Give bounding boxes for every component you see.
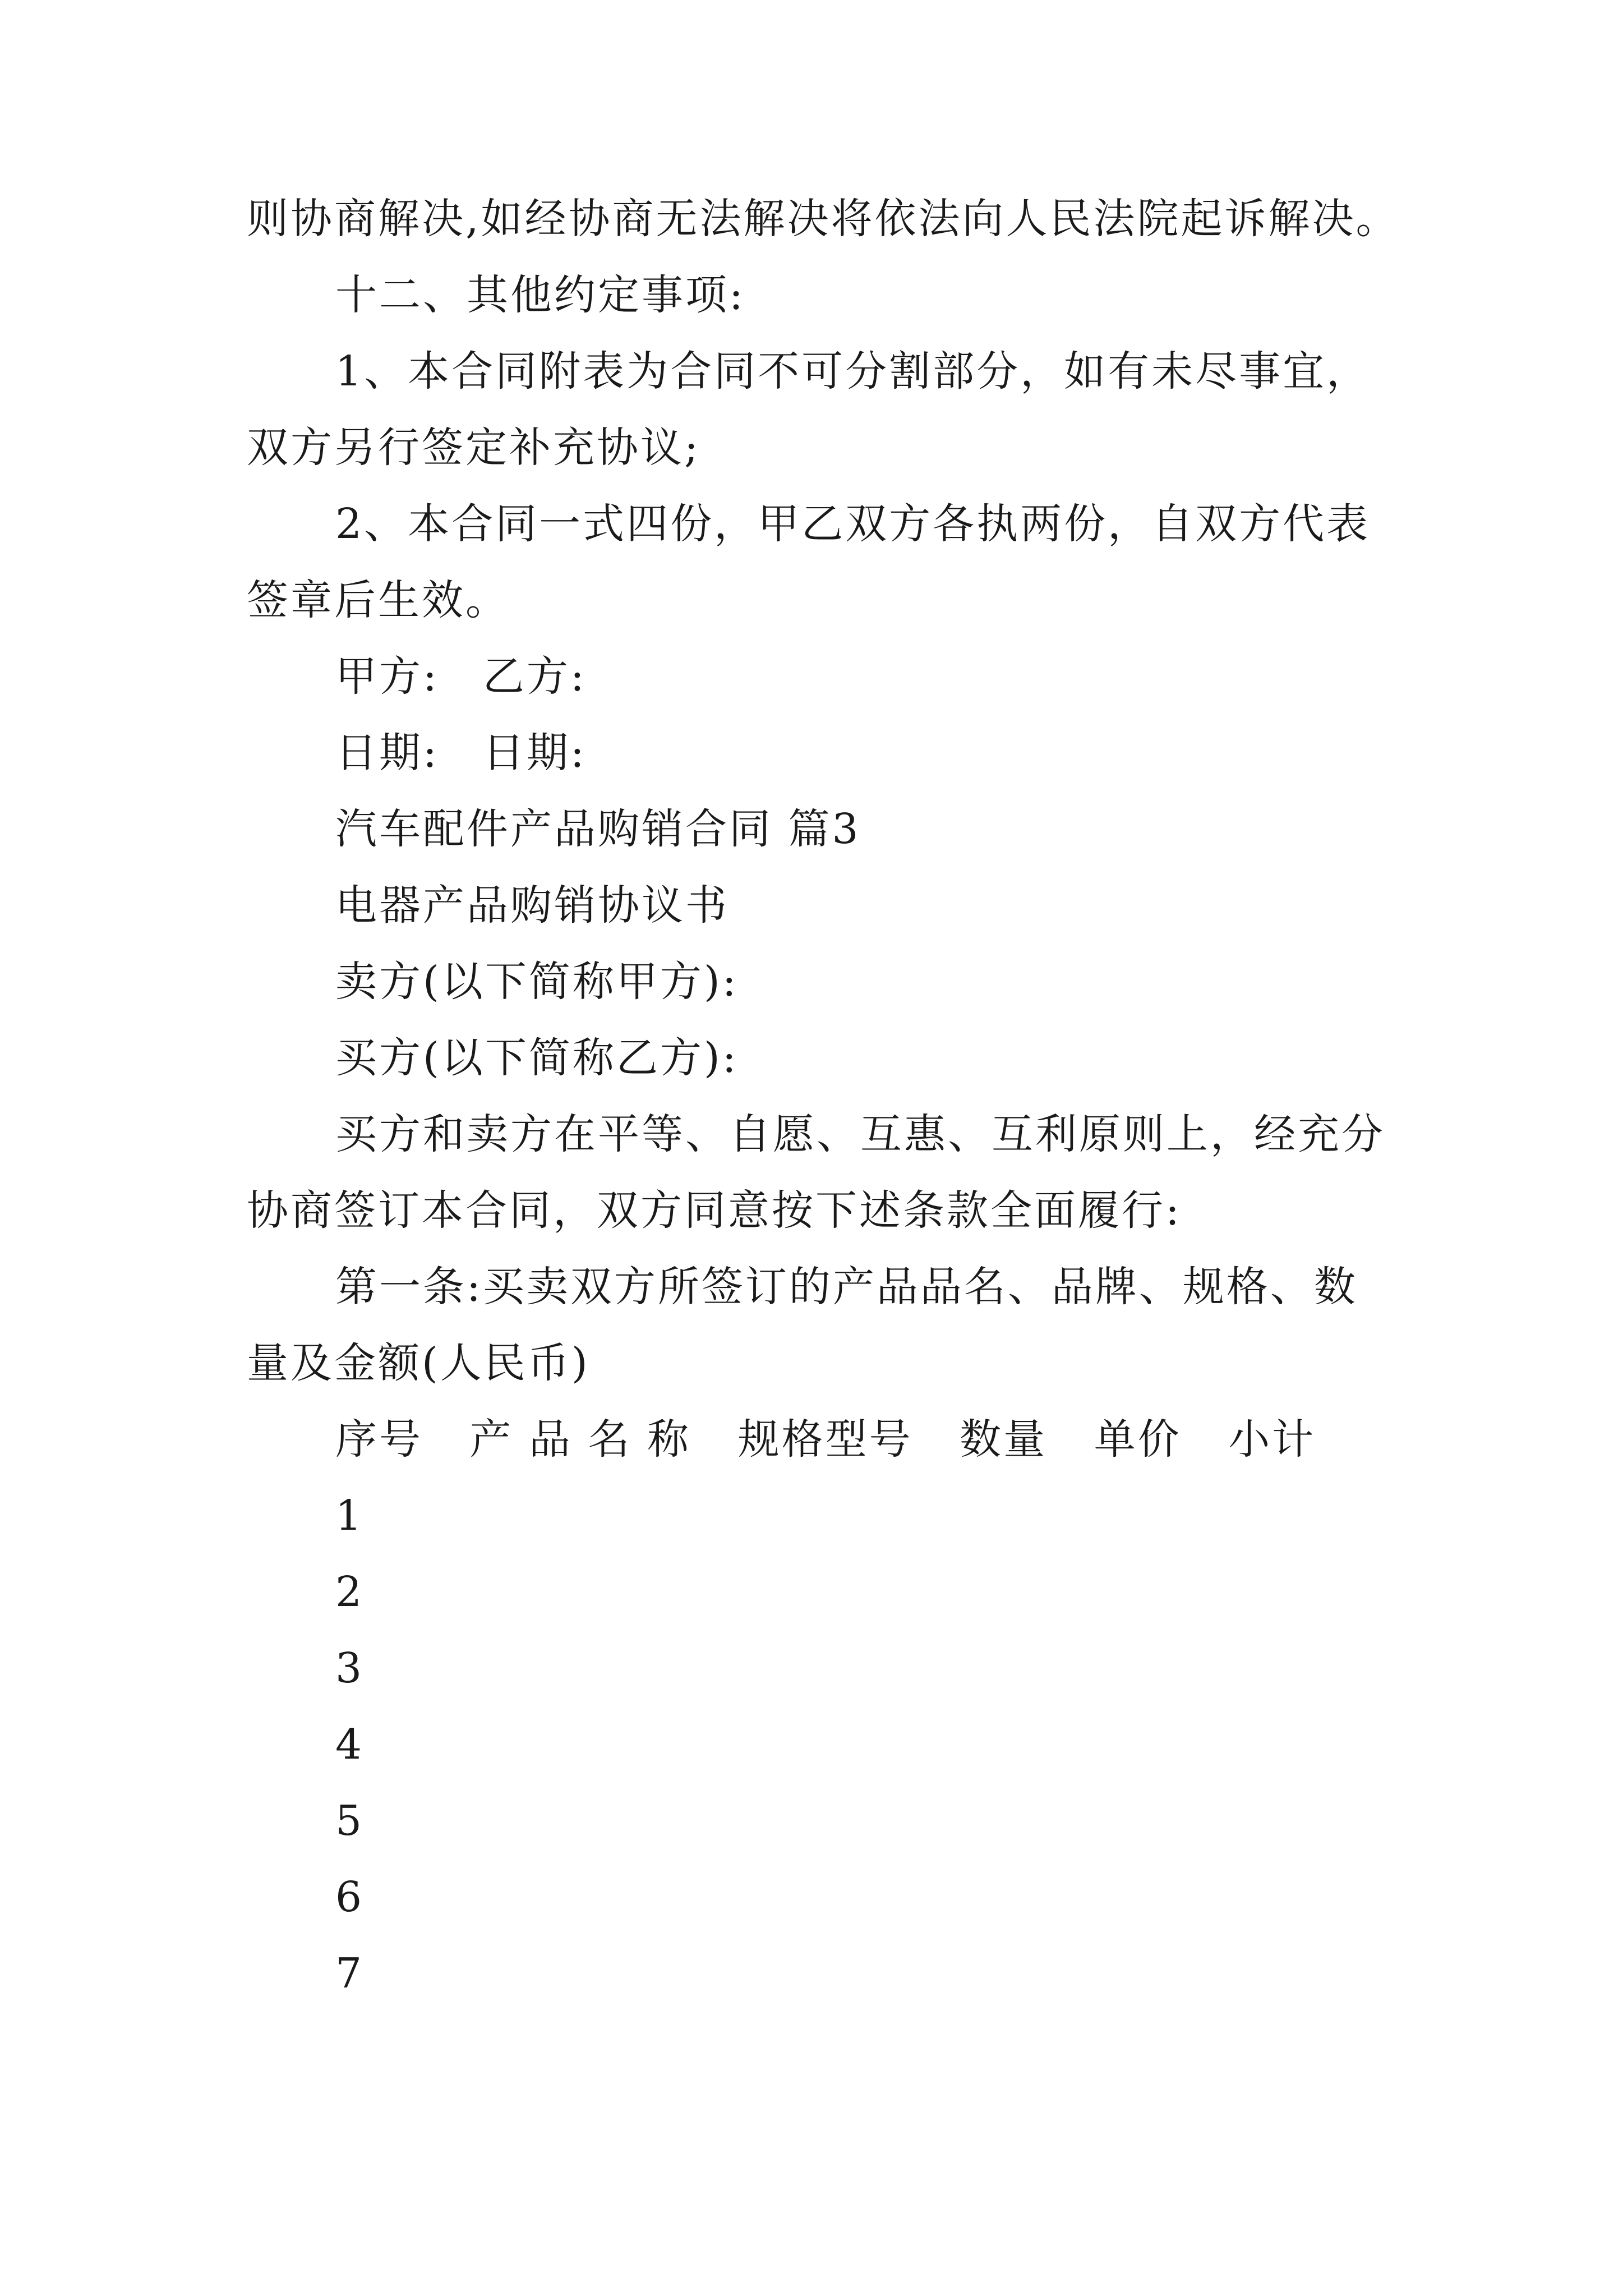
table-row-number: 4 — [335, 1720, 362, 1769]
col-header-qty: 数量 — [960, 1415, 1048, 1464]
text-line: 量及金额(人民币) — [247, 1339, 590, 1387]
table-row-number: 1 — [335, 1492, 362, 1540]
document-title: 汽车配件产品购销合同 篇3 — [335, 805, 861, 853]
text-line: 协商签订本合同，双方同意按下述条款全面履行: — [247, 1186, 1182, 1235]
text-line: 2、本合同一式四份，甲乙双方各执两份，自双方代表 — [335, 500, 1371, 548]
buyer-line: 买方(以下简称乙方): — [335, 1034, 739, 1082]
text-line: 则协商解决,如经协商无法解决将依法向人民法院起诉解决。 — [247, 195, 1400, 243]
table-header — [335, 1411, 1316, 1467]
text-line: 双方另行签定补充协议; — [247, 424, 700, 472]
col-header-price: 单价 — [1094, 1415, 1182, 1464]
col-header-name: 产 品 名 称 — [469, 1415, 691, 1464]
table-row-number: 3 — [335, 1644, 362, 1692]
table-row-number: 2 — [335, 1568, 362, 1616]
agreement-title: 电器产品购销协议书 — [335, 881, 729, 930]
section-heading: 十二、其他约定事项: — [335, 271, 745, 319]
signature-dates: 日期: 日期: — [335, 729, 587, 777]
col-header-seq: 序号 — [335, 1415, 423, 1464]
col-header-spec: 规格型号 — [737, 1415, 913, 1464]
signature-parties: 甲方: 乙方: — [335, 652, 587, 701]
col-header-subtotal: 小计 — [1228, 1415, 1316, 1464]
table-row-number: 6 — [335, 1873, 362, 1921]
article-one: 第一条:买卖双方所签订的产品品名、品牌、规格、数 — [335, 1263, 1358, 1311]
table-row-number: 5 — [335, 1797, 362, 1845]
text-line: 1、本合同附表为合同不可分割部分，如有未尽事宜， — [335, 347, 1371, 395]
text-line: 签章后生效。 — [247, 576, 509, 624]
text-line: 买方和卖方在平等、自愿、互惠、互利原则上，经充分 — [335, 1110, 1385, 1158]
seller-line: 卖方(以下简称甲方): — [335, 958, 739, 1006]
table-row-number: 7 — [335, 1949, 362, 1998]
